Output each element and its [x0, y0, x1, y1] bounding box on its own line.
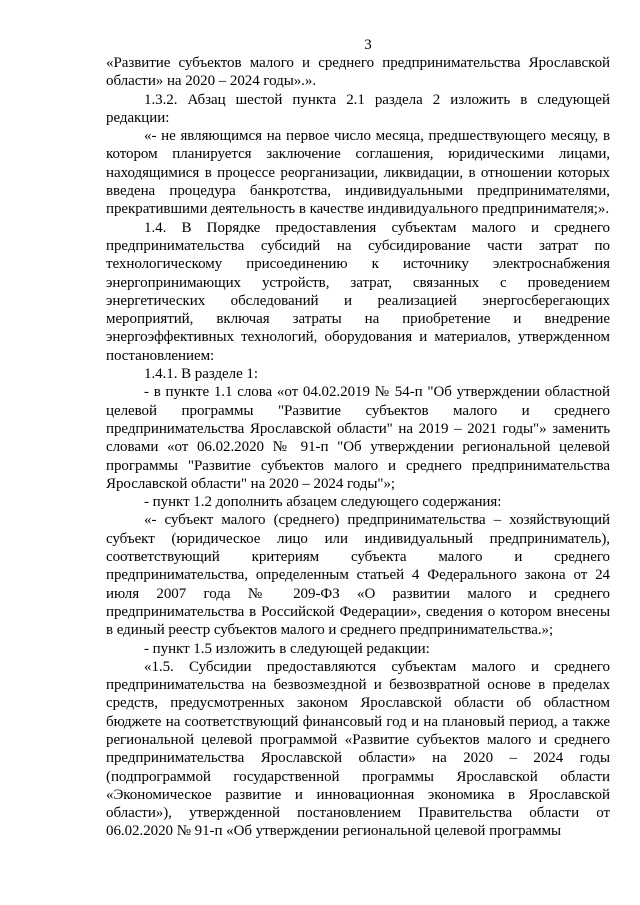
document-body: [106, 54, 610, 841]
paragraph: - пункт 1.5 изложить в следующей редакции:: [144, 640, 430, 657]
document-page: [106, 36, 610, 841]
paragraph: - пункт 1.2 дополнить абзацем следующего содержания:: [144, 494, 502, 511]
paragraph: «- не являющимся на первое число месяца, предшествующего месяцу, в котором планируется заключение соглашения, юридическими лицами, находящимися в процессе реорганизации, ликвидации, в отношении которых введена процедура банкротства, индивидуальными предпринимателями, прекратившими деятельность в качестве индивидуального предпринимателя;».: [106, 128, 610, 218]
page-number: 3: [364, 37, 372, 53]
paragraph: 1.4.1. В разделе 1:: [144, 366, 258, 383]
paragraph: 1.3.2. Абзац шестой пункта 2.1 раздела 2 изложить в следующей редакции:: [106, 91, 610, 126]
paragraph: «Развитие субъектов малого и среднего предпринимательства Ярославской области» на 2020 – 2024 годы».».: [106, 55, 610, 90]
paragraph: - в пункте 1.1 слова «от 04.02.2019 № 54-п "Об утверждении областной целевой программы "Развитие субъектов малого и среднего предпринимательства Ярославской области" на 2019 – 2021 годы"» заменить словами «от 06.02.2020 № 91-п "Об утверждении региональной целевой программы "Развитие субъектов малого и среднего предпринимательства Ярославской области" на 2020 – 2024 годы"»;: [106, 384, 610, 492]
paragraph: «1.5. Субсидии предоставляются субъектам малого и среднего предпринимательства на безвозмездной и безвозвратной основе в пределах средств, предусмотренных законом Ярославской области об областном бюджете на соответствующий финансовый год и на плановый период, а также региональной целевой программой «Развитие субъектов малого и среднего предпринимательства Ярославской области» на 2020 – 2024 годы (подпрограммой государственной программы Ярославской области «Экономическое развитие и инновационная экономика в Ярославской области»), утвержденной постановлением Правительства области от 06.02.2020 № 91-п «Об утверждении региональной целевой программы: [106, 658, 610, 840]
paragraph: «- субъект малого (среднего) предпринимательства – хозяйствующий субъект (юридическое лицо или индивидуальный предприниматель), соответствующий критериям субъекта малого и среднего предпринимательства, определенным статьей 4 Федерального закона от 24 июля 2007 года № 209-ФЗ «О развитии малого и среднего предпринимательства в Российской Федерации», сведения о котором внесены в единый реестр субъектов малого и среднего предпринимательства.»;: [106, 512, 610, 639]
paragraph: 1.4. В Порядке предоставления субъектам малого и среднего предпринимательства субсидий на субсидирование части затрат по технологическому присоединению к источнику электроснабжения энергопринимающих устройств, затрат, связанных с проведением энергетических обследований и реализацией энергосберегающих мероприятий, включая затраты на приобретение и внедрение энергоэффективных технологий, оборудования и материалов, утвержденном постановлением:: [106, 219, 610, 364]
